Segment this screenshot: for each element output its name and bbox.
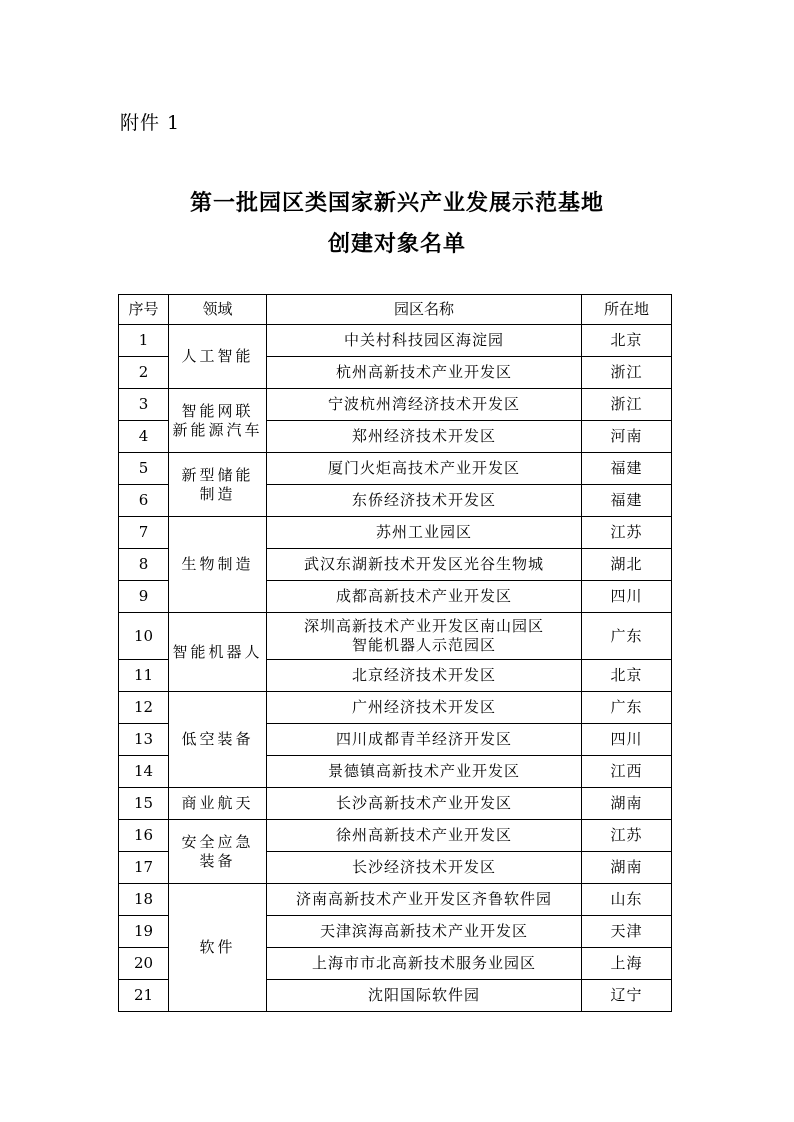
- field-label: 商业航天: [181, 794, 254, 812]
- location: 江苏: [582, 517, 672, 549]
- field-label: 智能机器人: [172, 642, 263, 661]
- location: 浙江: [582, 389, 672, 421]
- row-number: 16: [119, 820, 169, 852]
- row-number: 8: [119, 549, 169, 581]
- field-label: 新型储能: [181, 465, 254, 484]
- field-label: 新能源汽车: [172, 420, 263, 439]
- park-name: 东侨经济技术开发区: [267, 485, 582, 517]
- park-name: 上海市市北高新技术服务业园区: [267, 948, 582, 980]
- field-cell: [169, 788, 267, 820]
- park-name: 徐州高新技术产业开发区: [267, 820, 582, 852]
- park-name: 宁波杭州湾经济技术开发区: [267, 389, 582, 421]
- park-name: 广州经济技术开发区: [267, 692, 582, 724]
- table-row: [119, 788, 672, 820]
- row-number: 3: [119, 389, 169, 421]
- column-header-field: 领域: [169, 295, 267, 325]
- park-name: 武汉东湖新技术开发区光谷生物城: [267, 549, 582, 581]
- field-label: 安全应急: [181, 832, 254, 851]
- park-name: [267, 613, 582, 660]
- field-label: 软件: [199, 938, 236, 956]
- field-cell: [169, 325, 267, 389]
- location: 湖北: [582, 549, 672, 581]
- park-name: 济南高新技术产业开发区齐鲁软件园: [267, 884, 582, 916]
- field-cell: [169, 692, 267, 788]
- field-label: 低空装备: [181, 730, 254, 748]
- field-cell: [169, 517, 267, 613]
- location: 天津: [582, 916, 672, 948]
- park-name: 郑州经济技术开发区: [267, 421, 582, 453]
- park-name: 北京经济技术开发区: [267, 660, 582, 692]
- field-label: 人工智能: [181, 347, 254, 365]
- location: 山东: [582, 884, 672, 916]
- park-name: 杭州高新技术产业开发区: [267, 357, 582, 389]
- row-number: 18: [119, 884, 169, 916]
- field-cell: [169, 820, 267, 884]
- location: 四川: [582, 724, 672, 756]
- field-cell: [169, 613, 267, 692]
- park-name-line1: 深圳高新技术产业开发区南山园区: [303, 617, 544, 635]
- park-list-table: [118, 294, 672, 1012]
- location: 北京: [582, 325, 672, 357]
- park-name: 成都高新技术产业开发区: [267, 581, 582, 613]
- park-name-line2: 智能机器人示范园区: [351, 636, 496, 654]
- field-label: 制造: [199, 484, 236, 503]
- row-number: 6: [119, 485, 169, 517]
- park-name: 四川成都青羊经济开发区: [267, 724, 582, 756]
- location: 上海: [582, 948, 672, 980]
- park-name: 苏州工业园区: [267, 517, 582, 549]
- row-number: 5: [119, 453, 169, 485]
- row-number: 4: [119, 421, 169, 453]
- field-cell: [169, 389, 267, 453]
- field-label: 生物制造: [181, 555, 254, 573]
- park-name: 长沙经济技术开发区: [267, 852, 582, 884]
- row-number: 19: [119, 916, 169, 948]
- location: 广东: [582, 692, 672, 724]
- row-number: 1: [119, 325, 169, 357]
- table-row: [119, 517, 672, 549]
- row-number: 20: [119, 948, 169, 980]
- park-name: 景德镇高新技术产业开发区: [267, 756, 582, 788]
- table-row: [119, 325, 672, 357]
- location: 湖南: [582, 788, 672, 820]
- park-name: 沈阳国际软件园: [267, 980, 582, 1012]
- location: 福建: [582, 453, 672, 485]
- row-number: 10: [119, 613, 169, 660]
- document-title-line2: 创建对象名单: [327, 231, 466, 257]
- field-label: 智能网联: [181, 401, 254, 420]
- attachment-label: 附件 1: [120, 112, 181, 134]
- location: 四川: [582, 581, 672, 613]
- location: 江苏: [582, 820, 672, 852]
- table-header-row: [119, 295, 672, 325]
- location: 辽宁: [582, 980, 672, 1012]
- row-number: 15: [119, 788, 169, 820]
- park-name: 中关村科技园区海淀园: [267, 325, 582, 357]
- park-name: 天津滨海高新技术产业开发区: [267, 916, 582, 948]
- location: 浙江: [582, 357, 672, 389]
- field-cell: [169, 453, 267, 517]
- location: 河南: [582, 421, 672, 453]
- row-number: 11: [119, 660, 169, 692]
- row-number: 14: [119, 756, 169, 788]
- row-number: 12: [119, 692, 169, 724]
- table-row: [119, 613, 672, 660]
- column-header-park-name: 园区名称: [267, 295, 582, 325]
- location: 湖南: [582, 852, 672, 884]
- table-row: [119, 884, 672, 916]
- location: 北京: [582, 660, 672, 692]
- table-row: [119, 453, 672, 485]
- row-number: 9: [119, 581, 169, 613]
- row-number: 7: [119, 517, 169, 549]
- document-title-line1: 第一批园区类国家新兴产业发展示范基地: [189, 190, 604, 216]
- row-number: 13: [119, 724, 169, 756]
- location: 福建: [582, 485, 672, 517]
- table-row: [119, 692, 672, 724]
- park-name: 长沙高新技术产业开发区: [267, 788, 582, 820]
- table-row: [119, 820, 672, 852]
- column-header-number: 序号: [119, 295, 169, 325]
- location: 广东: [582, 613, 672, 660]
- row-number: 21: [119, 980, 169, 1012]
- park-name: 厦门火炬高技术产业开发区: [267, 453, 582, 485]
- row-number: 17: [119, 852, 169, 884]
- field-label: 装备: [199, 851, 236, 870]
- row-number: 2: [119, 357, 169, 389]
- column-header-location: 所在地: [582, 295, 672, 325]
- location: 江西: [582, 756, 672, 788]
- field-cell: [169, 884, 267, 1012]
- table-row: [119, 389, 672, 421]
